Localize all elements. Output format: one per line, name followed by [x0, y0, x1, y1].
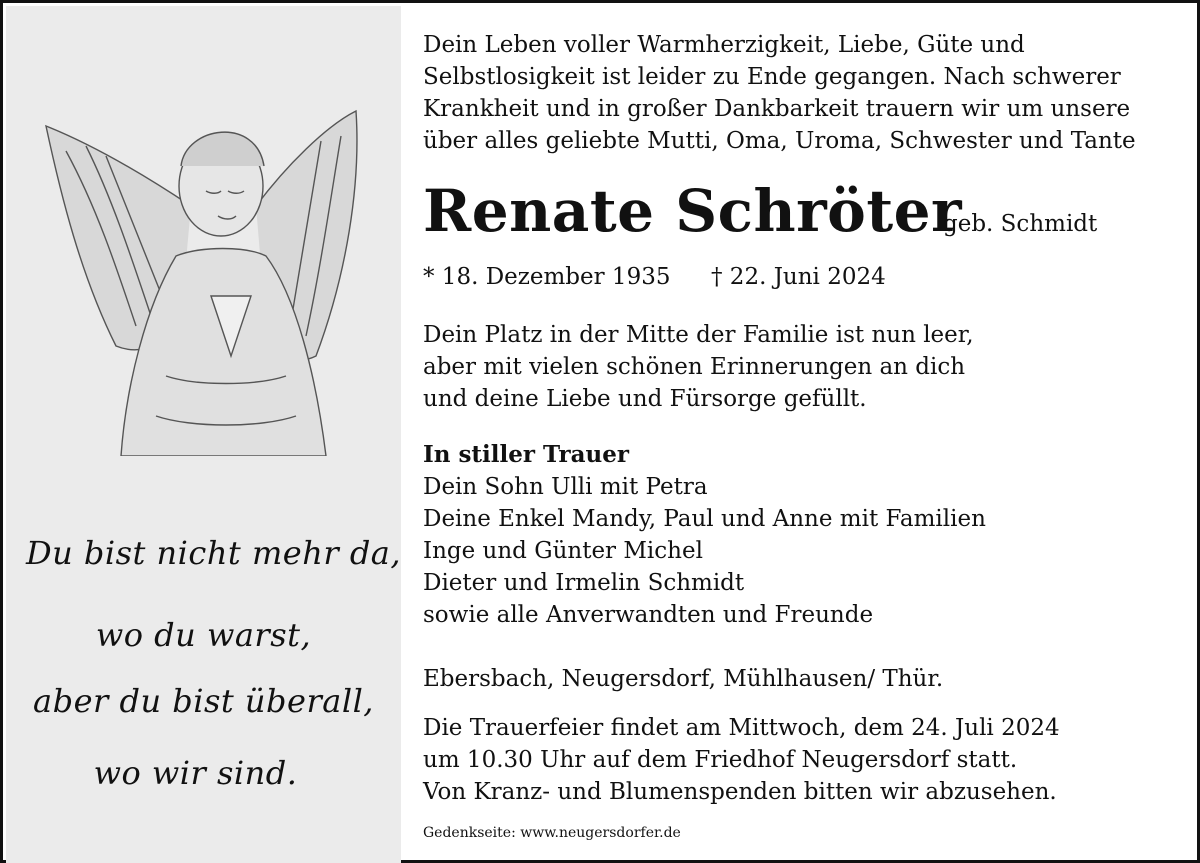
memorial-page-link[interactable]: Gedenkseite: www.neugersdorfer.de	[423, 825, 681, 841]
places: Ebersbach, Neugersdorf, Mühlhausen/ Thür.	[423, 666, 944, 692]
mourner-item: Inge und Günter Michel	[423, 538, 703, 564]
angel-illustration	[6, 56, 401, 456]
mourners-list	[423, 471, 986, 631]
intro-line: Dein Leben voller Warmherzigkeit, Liebe, Güte und	[423, 32, 1025, 58]
mourner-item: Deine Enkel Mandy, Paul und Anne mit Familien	[423, 506, 986, 532]
funeral-line: Von Kranz- und Blumenspenden bitten wir abzusehen.	[423, 779, 1057, 805]
left-panel	[6, 6, 401, 863]
funeral-line: um 10.30 Uhr auf dem Friedhof Neugersdorf statt.	[423, 747, 1018, 773]
death-date: † 22. Juni 2024	[711, 264, 886, 290]
birth-date: * 18. Dezember 1935	[423, 264, 671, 290]
poem-line-3: aber du bist überall,	[33, 682, 374, 720]
intro-line: Selbstlosigkeit ist leider zu Ende gegangen. Nach schwerer	[423, 64, 1121, 90]
mourner-item: Dein Sohn Ulli mit Petra	[423, 474, 708, 500]
birth-name: geb. Schmidt	[943, 211, 1098, 237]
mourning-title: In stiller Trauer	[423, 441, 629, 468]
funeral-line: Die Trauerfeier findet am Mittwoch, dem 24. Juli 2024	[423, 715, 1060, 741]
deceased-name: Renate Schröter	[423, 177, 963, 245]
mourner-item: sowie alle Anverwandten und Freunde	[423, 602, 874, 628]
poem-line-4: wo wir sind.	[93, 754, 298, 792]
intro-line: über alles geliebte Mutti, Oma, Uroma, Schwester und Tante	[423, 128, 1136, 154]
verse-line: aber mit vielen schönen Erinnerungen an dich	[423, 354, 966, 380]
verse-line: Dein Platz in der Mitte der Familie ist nun leer,	[423, 322, 974, 348]
intro-line: Krankheit und in großer Dankbarkeit trauern wir um unsere	[423, 96, 1131, 122]
verse-line: und deine Liebe und Fürsorge gefüllt.	[423, 386, 867, 412]
poem-line-1: Du bist nicht mehr da,	[25, 534, 402, 572]
verse-paragraph	[423, 319, 974, 415]
mourner-item: Dieter und Irmelin Schmidt	[423, 570, 745, 596]
intro-paragraph	[423, 29, 1136, 157]
poem-line-2: wo du warst,	[95, 616, 312, 654]
funeral-info	[423, 712, 1060, 808]
